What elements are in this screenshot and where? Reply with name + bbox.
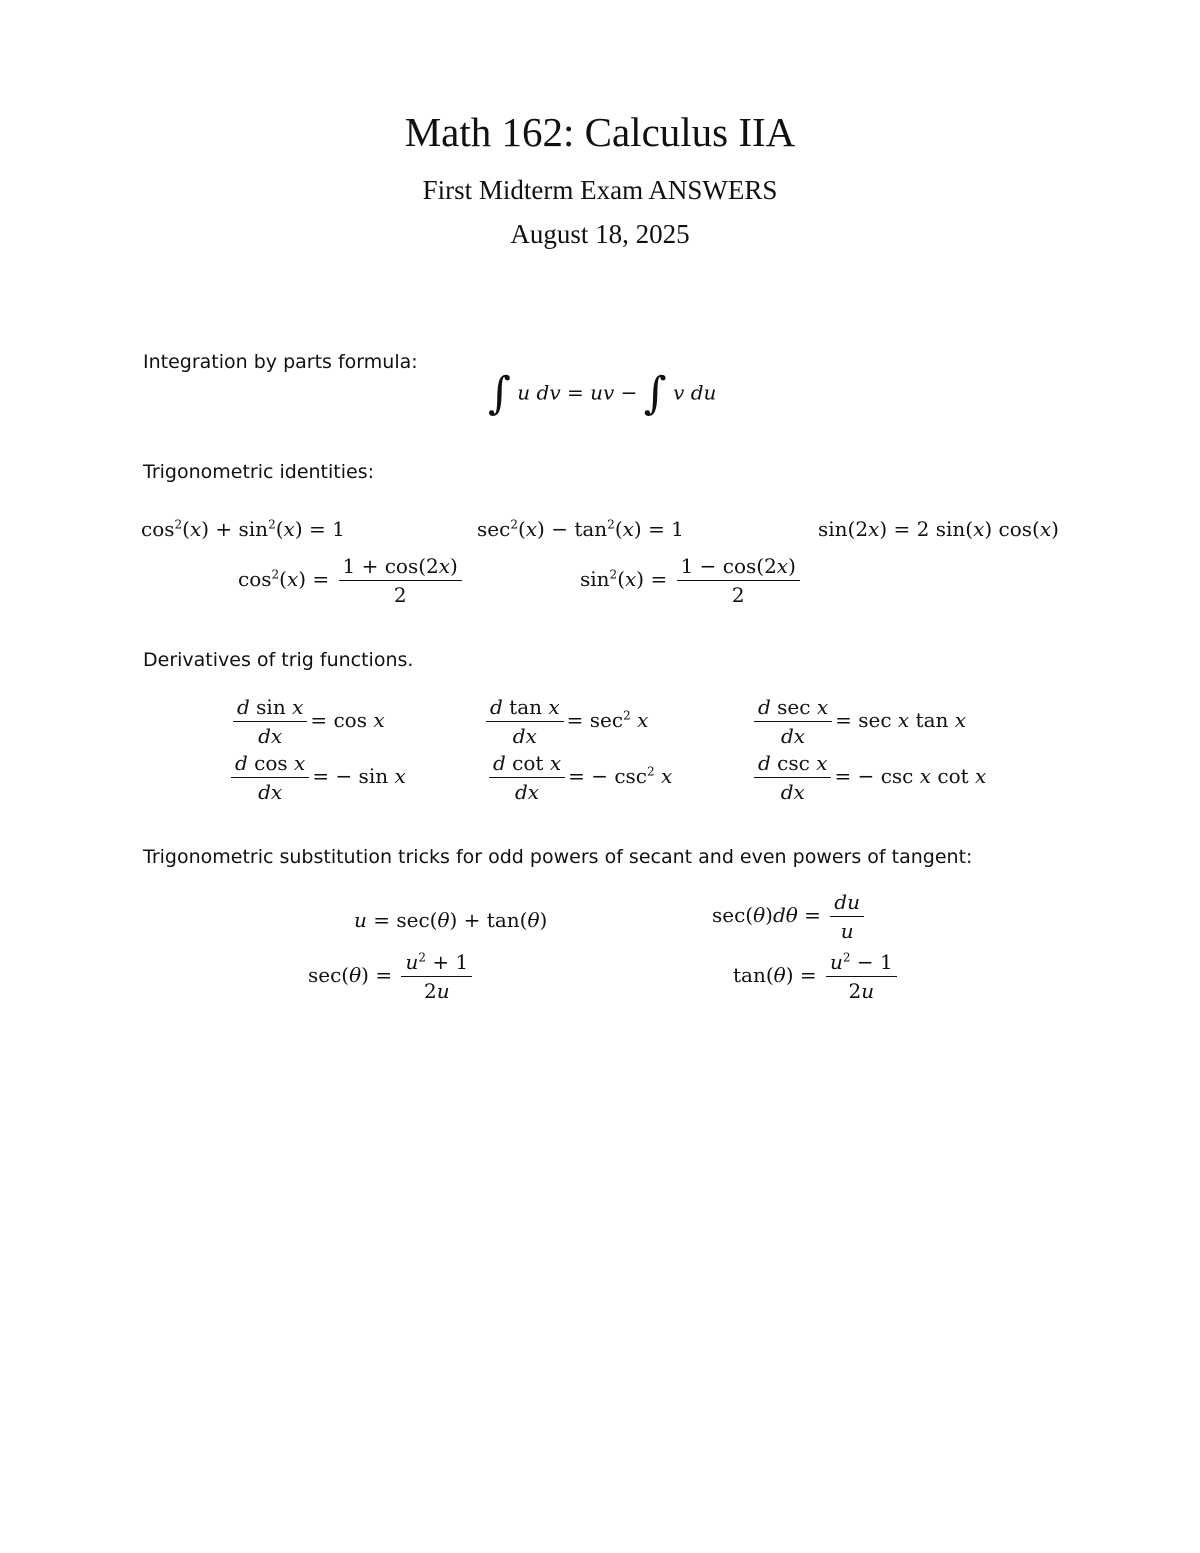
trig-derivatives-heading: Derivatives of trig functions.	[143, 649, 414, 671]
substitution-sec-in-u: sec(θ) = $\frac{u^2 + 1}{2u}$	[308, 950, 475, 1003]
secant-tangent-identity: $\sec^2(x) - \tan^2(x) = 1$	[477, 517, 684, 541]
derivative-cos: $\frac{\text{d cos x}}{dx}$ = − sin x	[228, 751, 406, 804]
trig-identities-heading: Trigonometric identities:	[143, 461, 374, 483]
sin-squared-identity: $\sin^2(x)$ = $\frac{1 - \cos(2x)}{2}$	[580, 554, 803, 607]
pythagorean-identity: $\cos^2(x) + \sin^2(x) = 1$	[141, 517, 345, 541]
integration-by-parts-heading: Integration by parts formula:	[143, 351, 418, 373]
derivative-csc: $\frac{\text{d csc x}}{dx}$ = − csc x cot x	[751, 751, 986, 804]
derivative-tan: $\frac{\text{d tan x}}{dx}$ = $\sec^2 x$	[483, 695, 648, 748]
derivative-sin: $\frac{\text{d sin x}}{dx}$ = cos x	[230, 695, 385, 748]
exam-date: August 18, 2025	[510, 219, 690, 249]
exam-subtitle: First Midterm Exam ANSWERS	[422, 175, 778, 205]
substitution-u-definition: u = sec(θ) + tan(θ)	[354, 908, 548, 932]
substitution-tan-in-u: tan(θ) = $\frac{u^2 - 1}{2u}$	[733, 950, 900, 1003]
double-angle-identity: sin(2x) = 2 sin(x) cos(x)	[818, 517, 1059, 541]
cos-squared-identity: $\cos^2(x)$ = $\frac{1 + \cos(2x)}{2}$	[238, 554, 465, 607]
substitution-sec-dtheta: sec(θ)dθ = $\frac{du}{u}$	[712, 890, 867, 943]
derivative-cot: $\frac{\text{d cot x}}{dx}$ = − $\csc^2 x$	[486, 751, 672, 804]
trig-substitution-heading: Trigonometric substitution tricks for odd powers of secant and even powers of tangent:	[143, 846, 973, 868]
page-title: Math 162: Calculus IIA	[404, 109, 796, 155]
integration-by-parts-formula: ∫ u dv = uv − ∫ v du	[488, 368, 717, 419]
derivative-sec: $\frac{\text{d sec x}}{dx}$ = sec x tan x	[751, 695, 966, 748]
